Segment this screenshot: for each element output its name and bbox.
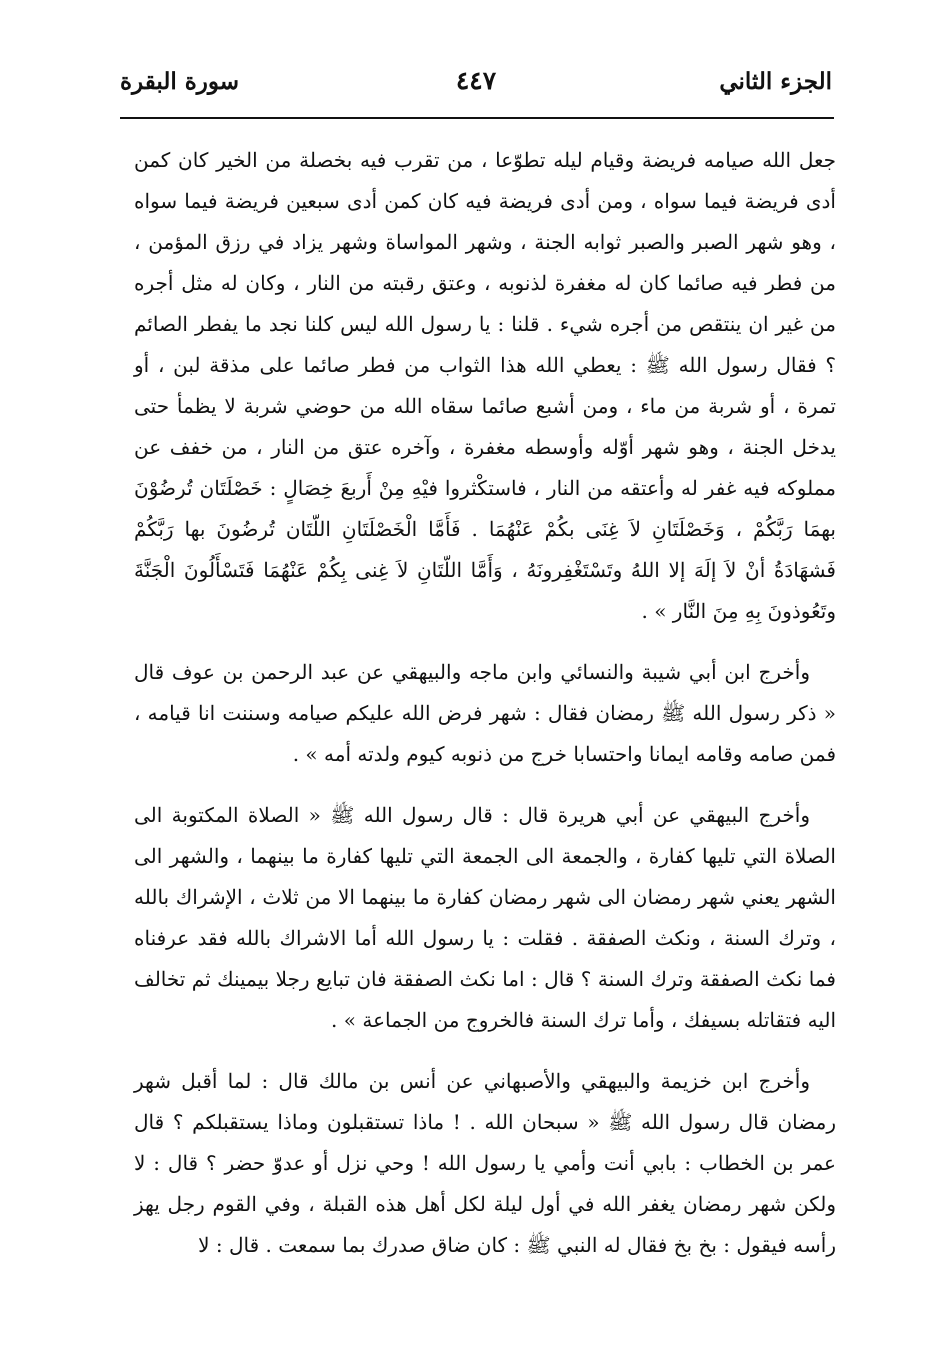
header-divider [120,117,834,119]
paragraph-4 [134,1061,836,1266]
paragraph-1-text: جعل الله صيامه فريضة وقيام ليله تطوّعا ، من تقرب فيه بخصلة من الخير كان كمن أدى فريضة فيما سواه ، ومن أدى فريضة فيه كان كمن أدى سبعين فريضة فيما سواه ، وهو شهر الصبر والصبر ثوابه الجنة ، وشهر المواساة وشهر يزاد في رزق المؤمن ، من فطر فيه صائما كان له مغفرة لذنوبه ، وعتق رقبته من النار ، وكان له مثل أجره من غير ان ينتقص من أجره شيء . قلنا : يا رسول الله ليس كلنا نجد ما يفطر الصائم ؟ فقال رسول الله ﷺ : يعطي الله هذا الثواب من فطر صائما على مذقة لبن ، أو تمرة ، أو شربة من ماء ، ومن أشبع صائما سقاه الله من حوضي شربة لا يظمأ حتى يدخل الجنة ، وهو شهر أوّله وأوسطه مغفرة ، وآخره عتق من النار ، من خفف عن مملوكه فيه غفر له وأعتقه من النار ، فاستكْثروا فيْهِ مِنْ أَربعَ خِصَالٍ : خَصْلَتَان تُرضُوْنَ بهمَا رَبَّكُمْ ، وَخَصْلَتَانِ لاَ غِنَى بكُمْ عَنْهُمَا . فَأَمَّا الْخَصْلَتَانِ اللّتَان تُرضُونَ بها رَبَّكُمْ فَشهَادَةُ أنْ لاَ إلَهَ إلا اللهُ وتَسْتَغْفِرونَهُ ، وَأَمَّا اللّتَانِ لاَ غِنى بِكُمْ عَنْهُمَا فَتَسْأَلُونَ الْجَنَّةَ وتَعُوذونَ بِهِ مِنَ النَّار » . [134,148,836,623]
paragraph-3-text: وأخرج البيهقي عن أبي هريرة قال : قال رسول الله ﷺ « الصلاة المكتوبة الى الصلاة التي تليها كفارة ، والجمعة الى الجمعة التي تليها كفارة ما بينهما ، والشهر الى الشهر يعني شهر رمضان الى شهر رمضان كفارة ما بينهما الا من ثلاث ، الإشراك بالله ، وترك السنة ، ونكث الصفقة . فقلت : يا رسول الله أما الاشراك بالله فقد عرفناه فما نكث الصفقة وترك السنة ؟ قال : اما نكث الصفقة فان تبايع رجلا بيمينك ثم تخالف اليه فتقاتله بسيفك ، وأما ترك السنة فالخروج من الجماعة » . [134,803,836,1032]
body-text [134,140,836,1266]
part-title: الجزء الثاني [719,68,832,95]
paragraph-4-text: وأخرج ابن خزيمة والبيهقي والأصبهاني عن أنس بن مالك قال : لما أقبل شهر رمضان قال رسول الله ﷺ « سبحان الله . ! ماذا تستقبلون وماذا يستقبلكم ؟ قال عمر بن الخطاب : بابي أنت وأمي يا رسول الله ! وحي نزل أو عدوّ حضر ؟ قال : لا ولكن شهر رمضان يغفر الله في أول ليلة لكل أهل هذه القبلة ، وفي القوم رجل يهز رأسه فيقول : بخ بخ فقال له النبي ﷺ : كان ضاق صدرك بما سمعت . قال : لا [134,1069,836,1257]
paragraph-2-text: وأخرج ابن أبي شيبة والنسائي وابن ماجه والبيهقي عن عبد الرحمن بن عوف قال « ذكر رسول الله ﷺ رمضان فقال : شهر فرض الله عليكم صيامه وسننت انا قيامه ، فمن صامه وقامه ايمانا واحتسابا خرج من ذنوبه كيوم ولدته أمه » . [134,660,836,766]
surah-title: سورة البقرة [120,68,240,95]
paragraph-2 [134,652,836,775]
paragraph-3 [134,795,836,1041]
page-header [120,62,832,110]
paragraph-1 [134,140,836,632]
page-number: ٤٤٧ [455,66,497,95]
